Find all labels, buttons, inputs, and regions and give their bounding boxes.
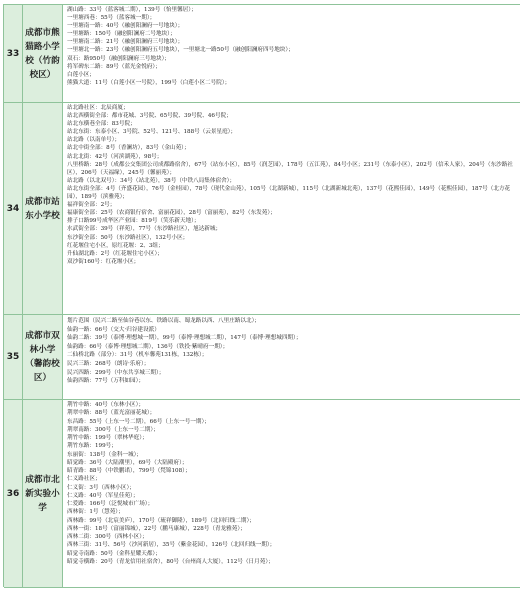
table-row — [4, 315, 520, 400]
row-number: 34 — [4, 103, 23, 314]
table-row — [4, 5, 520, 103]
table-row — [4, 400, 520, 588]
school-name: 成都市北新实验小学 — [23, 400, 63, 587]
school-name: 成都市熊猫路小学校（竹韵校区） — [23, 5, 63, 102]
table-row — [4, 103, 520, 315]
district-description: 划片范围（民兴二路至仙谷巷以东、铁路以南、蜀龙路以西、八里庄路以北）； 仙韵一路：66号（交大·归谷建设派） 仙韵二路：39号（泰博·理想城一期），99号（泰博·理想城二期），147号（泰博·理想城四期）； 仙韵路：66号（泰博·理想城二期），136号（铁投·紫晴府一期）； 二仙桥北路（部分）：31号（机车馨苑131栋，132栋）； 民兴三路：268号（朗诗·乐府）； 民兴四路：299号（中东共享城三期）； 仙韵四路：77号（万科如园）； — [63, 315, 520, 399]
district-description: 荆竹中路：40号（东林小区）； 荆翠中路：88号（蓝光富丽花城）； 东昌路：55号（上东一号二期），66号（上东一号一期）； 荆翠南路：300号（上东一号二期）； 荆竹中路：199号（翠林华庭）； 荆竹东路：199号； 东丽街：138号（金科一城）； 昭觉路：36号（大陆潮里），69号（大陆殿府）； 昭青路：88号（中铁鹏诺），799号（梵锦108）； 仁义路社区； 仁义街：3号（西林小区）； 仁义路：40号（军星佳苑）； 仁爱路：166号（泛悦城市广场）； 西林街：1号（慧苑）； 西林路：99号（北宸美庐），170号（琉祥御隆），189号（北回归线二期）； 西林一街：18号（富丽锦城），22号（鹏马康城），228号（青龙雅苑）； 西林二街：300号（西林小区）； 西林三街：31号、56号（沙河新居），35号（紫金花园），126号（北回归线一期）； 昭觉寺南路：50号（金科星耀天都）； 昭觉寺横路：20号（青龙信用社宿舍），80号（台州商人大厦），112号（日月苑）； — [63, 400, 520, 587]
school-name: 成都市站东小学校 — [23, 103, 63, 314]
school-district-table — [3, 4, 520, 587]
school-name: 成都市双林小学（馨韵校区） — [23, 315, 63, 399]
district-description: 湖山路：33号（蓝客城二期），139号（怡里馨居）； 一里塘西巷：55号（蓝客城一期）； 一里塘南一路：40号（融创阳澜府一号地块）； 一里塘路：150号（融创阳澜府二号地块）； 一里塘南二路：21号（融创阳澜府三号地块）； 一里塘北一路：23号（融创阳澜府五号地块），一里塘北一路50号（融创阳澜府四号地块）； 双石：路950号（融创阳澜府三号地块）； 将军碑东二路：89号（蓝光金悦府）； 白莲小区； 熊猫大道：11号（白莲小区一号院），199号（白莲小区二号院）； — [63, 5, 520, 102]
row-number: 36 — [4, 400, 23, 587]
row-number: 33 — [4, 5, 23, 102]
district-description: 站北路社区：北辰商厦； 站北西横街全部：都市花城、3号院、65号院、39号院、46号院； 站北东横巷全部：83号院； 站北东街：东泰小区、3号院、52号、121号、188号（云景星庭）； 站北路（以南单号）； 站北中街全部：8号（香澜坊），83号（金山苑）； 站北北街：42号（河滨湖苑），98号； 八里桥路：28号（成都公交集团公司成都路宿舍），67号（站东小区），85号（润芝园），178号（五江苑），84号小区；231号（东泰小区），202号（信禾人家），204号（东沙路社区），206号（天福缘），245号（馨丽苑）； 站北路（以北双号）：34号（站北苑），38号（中铁八局集体宿舍）； 站北东街全部：4号（齐盛花园），76号（金桂园），78号（现代金山苑），105号（北湖新城），115号（北湖新城北苑），137号（花熙佳园），149号（花熙佳园），187号（北方花园），189号（滨雅苑）； 福祥街全部：2号； 福康街全部：25号（农商银行宿舍、富丽花园），28号（富丽苑），82号（东发苑）； 排子口路99号成华区产业园：819号（笑乐新天地）； 水武街全部：39号（祥苑），77号（东沙路社区），旭达新城； 东沙街全部：50号（东沙路社区），132号小区； 红花堰住宅小区，原红花堰：2、3组； 升仙湖北路：2号（红花堰住宅小区）； 双沙街160号：红花堰小区； — [63, 103, 520, 314]
row-number: 35 — [4, 315, 23, 399]
